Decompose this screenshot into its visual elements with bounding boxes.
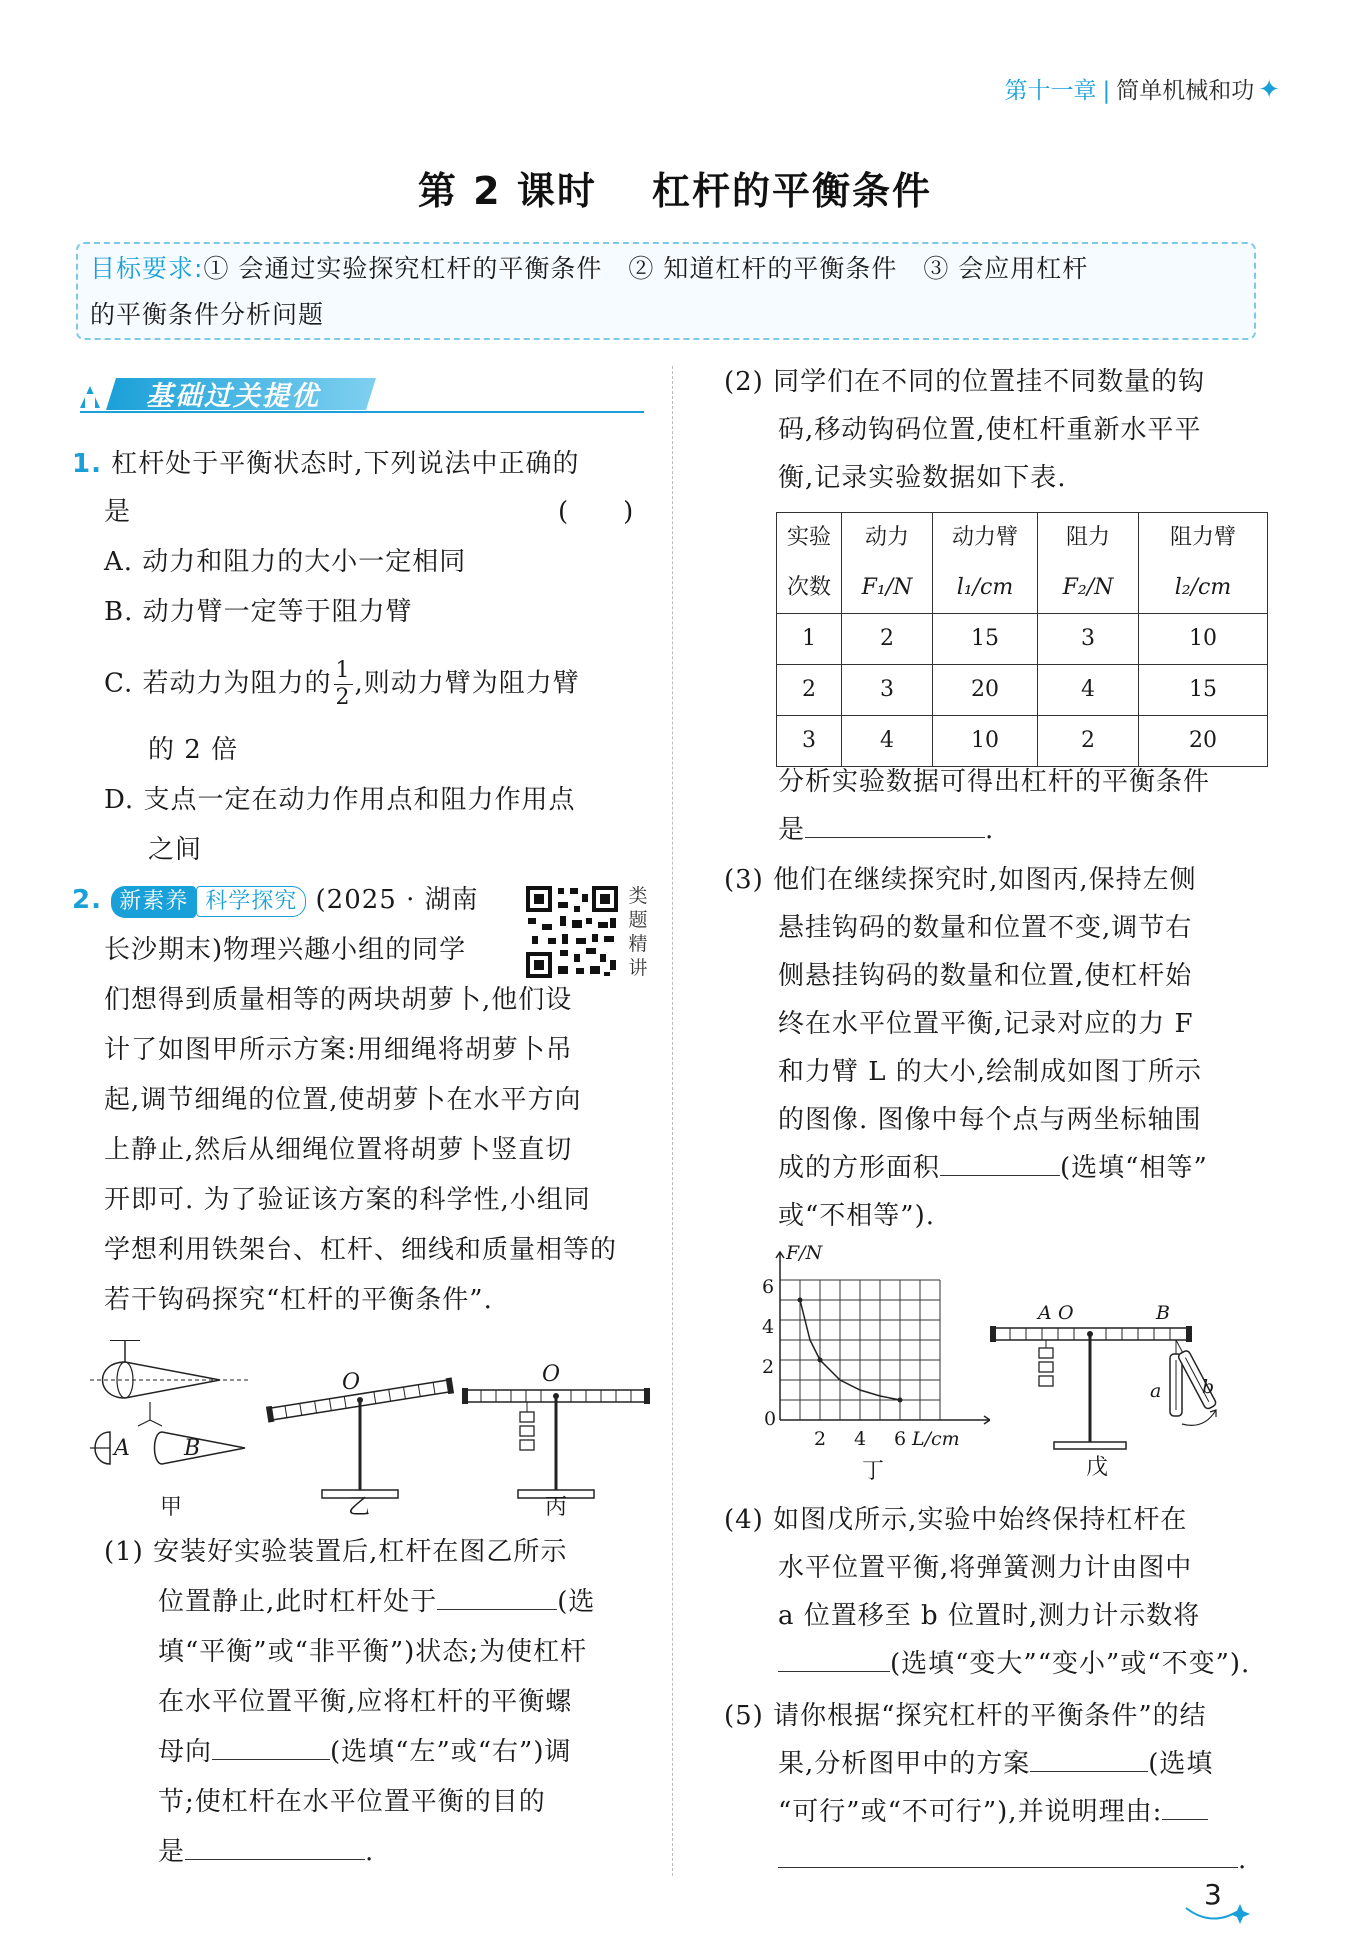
figure-caption-yi: 乙 (348, 1495, 371, 1520)
graph-x-label: L/cm (912, 1428, 960, 1450)
table-header-cell: 阻力 (1038, 513, 1139, 564)
sub4-line4-text: (选填“变大”“变小”或“不变”). (890, 1649, 1251, 1679)
table-header-cell: F₁/N (842, 563, 933, 614)
graph-y-label: F/N (786, 1242, 823, 1264)
sub5-line4 (778, 1836, 1247, 1884)
experiment-table (776, 512, 1268, 767)
sub3-line7-text: 成的方形面积 (778, 1153, 941, 1183)
q1-option-a: A. 动力和阻力的大小一定相同 (104, 547, 467, 577)
graph-grid (780, 1280, 940, 1420)
qr-side-char: 题 (628, 909, 648, 931)
q1-option-b: B. 动力臂一定等于阻力臂 (104, 597, 413, 627)
table-cell: 20 (933, 665, 1038, 716)
qr-side-char: 精 (628, 933, 648, 955)
answer-blank[interactable] (437, 1579, 557, 1610)
force-arm-graph (750, 1250, 990, 1450)
pivot-label-yi: O (342, 1370, 361, 1395)
q2-body-line: 上静止,然后从细绳位置将胡萝卜竖直切 (104, 1135, 573, 1165)
sub1-line7-text: 是 (158, 1837, 186, 1867)
goals-line2: 的平衡条件分析问题 (90, 300, 325, 329)
data-table (776, 512, 1268, 767)
sub5-line3 (778, 1788, 1208, 1836)
q1-option-c-line2: 的 2 倍 (148, 735, 239, 765)
qr-side-label (626, 884, 650, 980)
figure-caption-wu: 戊 (1086, 1455, 1109, 1480)
page-number-badge (1182, 1878, 1252, 1928)
sub4-line3: a 位置移至 b 位置时,测力计示数将 (778, 1601, 1201, 1631)
q2-body-line: 计了如图甲所示方案:用细绳将胡萝卜吊 (104, 1035, 573, 1065)
q1-stem-line2: 是 (104, 497, 132, 527)
q2-body-line: 长沙期末)物理兴趣小组的同学 (104, 935, 467, 965)
goals-box (76, 242, 1256, 340)
table-cell: 10 (933, 716, 1038, 767)
answer-blank[interactable] (778, 1837, 1238, 1868)
table-header-cell: 次数 (777, 563, 842, 614)
x-tick-label: 2 (814, 1428, 827, 1450)
scale-position-b: b (1202, 1376, 1215, 1398)
table-cell: 15 (1139, 665, 1268, 716)
sub2-line3: 衡,记录实验数据如下表. (778, 463, 1067, 493)
figures-jia-yi-bing (90, 1340, 670, 1520)
table-cell: 2 (777, 665, 842, 716)
sub1-line7-suffix: . (365, 1837, 375, 1867)
section-banner (76, 372, 646, 412)
table-cell: 1 (777, 614, 842, 665)
table-cell: 2 (1038, 716, 1139, 767)
data-point (898, 1398, 903, 1403)
q2-body-line: 起,调节细绳的位置,使胡萝卜在水平方向 (104, 1085, 582, 1115)
table-header-cell: 阻力臂 (1139, 513, 1268, 564)
q1-stem-text: 杠杆处于平衡状态时,下列说法中正确的 (111, 449, 580, 479)
x-tick-label: 6 (894, 1428, 907, 1450)
header-separator: | (1102, 78, 1111, 104)
sub3-line: 的图像. 图像中每个点与两坐标轴围 (778, 1105, 1202, 1135)
sub1-line5-text: 母向 (158, 1737, 213, 1767)
sub1-line5 (158, 1728, 571, 1776)
y-tick-label: 0 (764, 1408, 777, 1430)
q1-option-d-line2: 之间 (148, 835, 203, 865)
running-header (1004, 72, 1280, 105)
section-banner-text: 基础过关提优 (146, 381, 320, 412)
column-divider (672, 366, 673, 1876)
table-cell: 10 (1139, 614, 1268, 665)
sub3-line7-suffix: (选填“相等” (1060, 1153, 1208, 1183)
table-header-cell: F₂/N (1038, 563, 1139, 614)
sub1-line7 (158, 1828, 374, 1876)
point-label-a: A (1038, 1302, 1052, 1324)
table-header-cell: l₁/cm (933, 563, 1038, 614)
sub4-line4 (778, 1640, 1250, 1688)
sub3-line8: 或“不相等”). (778, 1201, 935, 1231)
sparkle-icon: ✦ (1258, 75, 1280, 105)
sub2-after1: 分析实验数据可得出杠杆的平衡条件 (778, 767, 1211, 797)
sub1-line6: 节;使杠杆在水平位置平衡的目的 (158, 1787, 546, 1817)
sub3-line: 悬挂钩码的数量和位置不变,调节右 (778, 913, 1193, 943)
sub1-line4: 在水平位置平衡,应将杠杆的平衡螺 (158, 1687, 573, 1717)
sub1-line2-text: 位置静止,此时杠杆处于 (158, 1587, 438, 1617)
table-row (777, 665, 1268, 716)
sub3-line: (3) 他们在继续探究时,如图丙,保持左侧 (724, 865, 1197, 895)
sub4-line1: (4) 如图戊所示,实验中始终保持杠杆在 (724, 1505, 1188, 1535)
y-tick-label: 6 (762, 1276, 775, 1298)
table-cell: 20 (1139, 716, 1268, 767)
q2-body-line: 若干钩码探究“杠杆的平衡条件”. (104, 1285, 493, 1315)
qr-code-graphic (524, 884, 620, 980)
x-tick-label: 4 (854, 1428, 867, 1450)
table-cell: 3 (842, 665, 933, 716)
carrot-label-b: B (184, 1436, 201, 1461)
lever-spring-scale-figure (990, 1300, 1260, 1450)
pivot-label-bing: O (542, 1362, 561, 1387)
q1-option-c-post: ,则动力臂为阻力臂 (354, 668, 580, 699)
figure-caption-ding: 丁 (862, 1459, 885, 1484)
table-header-row (777, 513, 1268, 564)
answer-blank[interactable] (185, 1829, 365, 1860)
q2-number: 2. (72, 885, 102, 915)
sub2-line1: (2) 同学们在不同的位置挂不同数量的钩 (724, 367, 1206, 397)
goals-label: 目标要求: (90, 254, 204, 283)
table-header-cell: l₂/cm (1139, 563, 1268, 614)
fraction-denominator: 2 (335, 685, 351, 710)
sub1-line2 (158, 1578, 595, 1626)
qr-side-char: 讲 (628, 957, 648, 979)
sub5-line4-suffix: . (1238, 1845, 1248, 1875)
table-cell: 4 (1038, 665, 1139, 716)
graph-curve (800, 1300, 900, 1400)
answer-blank[interactable] (1030, 1741, 1148, 1772)
data-point (798, 1298, 803, 1303)
qr-side-char: 类 (628, 885, 648, 907)
answer-blank[interactable] (778, 1641, 890, 1672)
table-cell: 4 (842, 716, 933, 767)
science-inquiry-tag: 科学探究 (196, 886, 306, 917)
sub1-line1: (1) 安装好实验装置后,杠杆在图乙所示 (104, 1537, 568, 1567)
table-row (777, 614, 1268, 665)
sub3-line: 终在水平位置平衡,记录对应的力 F (778, 1009, 1194, 1039)
fraction-one-half (334, 658, 353, 711)
table-header-cell: 实验 (777, 513, 842, 564)
figure-wu (990, 1300, 1260, 1480)
sub2-line2: 码,移动钩码位置,使杠杆重新水平平 (778, 415, 1202, 445)
sub3-line: 侧悬挂钩码的数量和位置,使杠杆始 (778, 961, 1193, 991)
table-cell: 3 (777, 716, 842, 767)
sub3-line: 和力臂 L 的大小,绘制成如图丁所示 (778, 1057, 1203, 1087)
sub1-line5-suffix: (选填“左”或“右”)调 (330, 1737, 572, 1767)
sub5-line1: (5) 请你根据“探究杠杆的平衡条件”的结 (724, 1701, 1207, 1731)
q1-stem-line1 (72, 440, 580, 488)
graph-ding (750, 1242, 990, 1484)
qr-code-icon[interactable] (524, 884, 620, 980)
q1-number: 1. (72, 449, 102, 479)
answer-blank[interactable] (212, 1729, 330, 1760)
sub1-line2-suffix: (选 (557, 1587, 596, 1617)
sub2-after2-text: 是 (778, 815, 806, 845)
q2-body-line: 开即可. 为了验证该方案的科学性,小组同 (104, 1185, 591, 1215)
lesson-title: 第 2 课时 杠杆的平衡条件 (417, 169, 933, 213)
figure-caption-bing: 丙 (545, 1495, 568, 1520)
table-header-cell: 动力 (842, 513, 933, 564)
sub3-line7 (778, 1144, 1208, 1192)
q1-answer-paren: ( ) (558, 497, 635, 527)
sub5-line3-text: “可行”或“不可行”),并说明理由: (778, 1797, 1163, 1827)
answer-blank[interactable] (1162, 1789, 1208, 1820)
chapter-number: 第十一章 (1004, 78, 1097, 104)
answer-blank[interactable] (805, 807, 985, 838)
q1-option-c-pre: C. 若动力为阻力的 (104, 668, 332, 699)
sub2-after2-suffix: . (985, 815, 995, 845)
q1-option-d: D. 支点一定在动力作用点和阻力作用点 (104, 785, 576, 815)
q2-header (72, 876, 479, 924)
scale-position-a: a (1150, 1380, 1162, 1402)
pivot-label-wu: O (1058, 1302, 1074, 1324)
table-cell: 2 (842, 614, 933, 665)
y-tick-label: 4 (762, 1316, 775, 1338)
sub4-line2: 水平位置平衡,将弹簧测力计由图中 (778, 1553, 1193, 1583)
q2-body-line: 学想利用铁架台、杠杆、细线和质量相等的 (104, 1235, 618, 1265)
q1-option-c (104, 658, 580, 711)
table-header-row (777, 563, 1268, 614)
sub5-line2 (778, 1740, 1213, 1788)
sub2-after2 (778, 806, 994, 854)
point-label-b: B (1156, 1302, 1170, 1324)
y-tick-label: 2 (762, 1356, 775, 1378)
sub5-line2-suffix: (选填 (1148, 1749, 1214, 1779)
q2-source: (2025 · 湖南 (315, 885, 479, 915)
sub1-line3: 填“平衡”或“非平衡”)状态;为使杠杆 (158, 1637, 588, 1667)
table-cell: 3 (1038, 614, 1139, 665)
answer-blank[interactable] (940, 1145, 1060, 1176)
fraction-numerator: 1 (335, 658, 351, 683)
new-literacy-tag: 新素养 (111, 886, 196, 918)
page-number: 3 (1204, 1878, 1222, 1911)
table-header-cell: 动力臂 (933, 513, 1038, 564)
chapter-title: 简单机械和功 (1116, 78, 1255, 104)
figure-caption-jia: 甲 (160, 1495, 183, 1520)
carrot-label-a: A (114, 1436, 130, 1461)
table-cell: 15 (933, 614, 1038, 665)
q2-body-line: 们想得到质量相等的两块胡萝卜,他们设 (104, 985, 573, 1015)
sub5-line2-text: 果,分析图甲中的方案 (778, 1749, 1031, 1779)
data-point (818, 1358, 823, 1363)
goals-line1: ① 会通过实验探究杠杆的平衡条件 ② 知道杠杆的平衡条件 ③ 会应用杠杆 (203, 254, 1089, 283)
